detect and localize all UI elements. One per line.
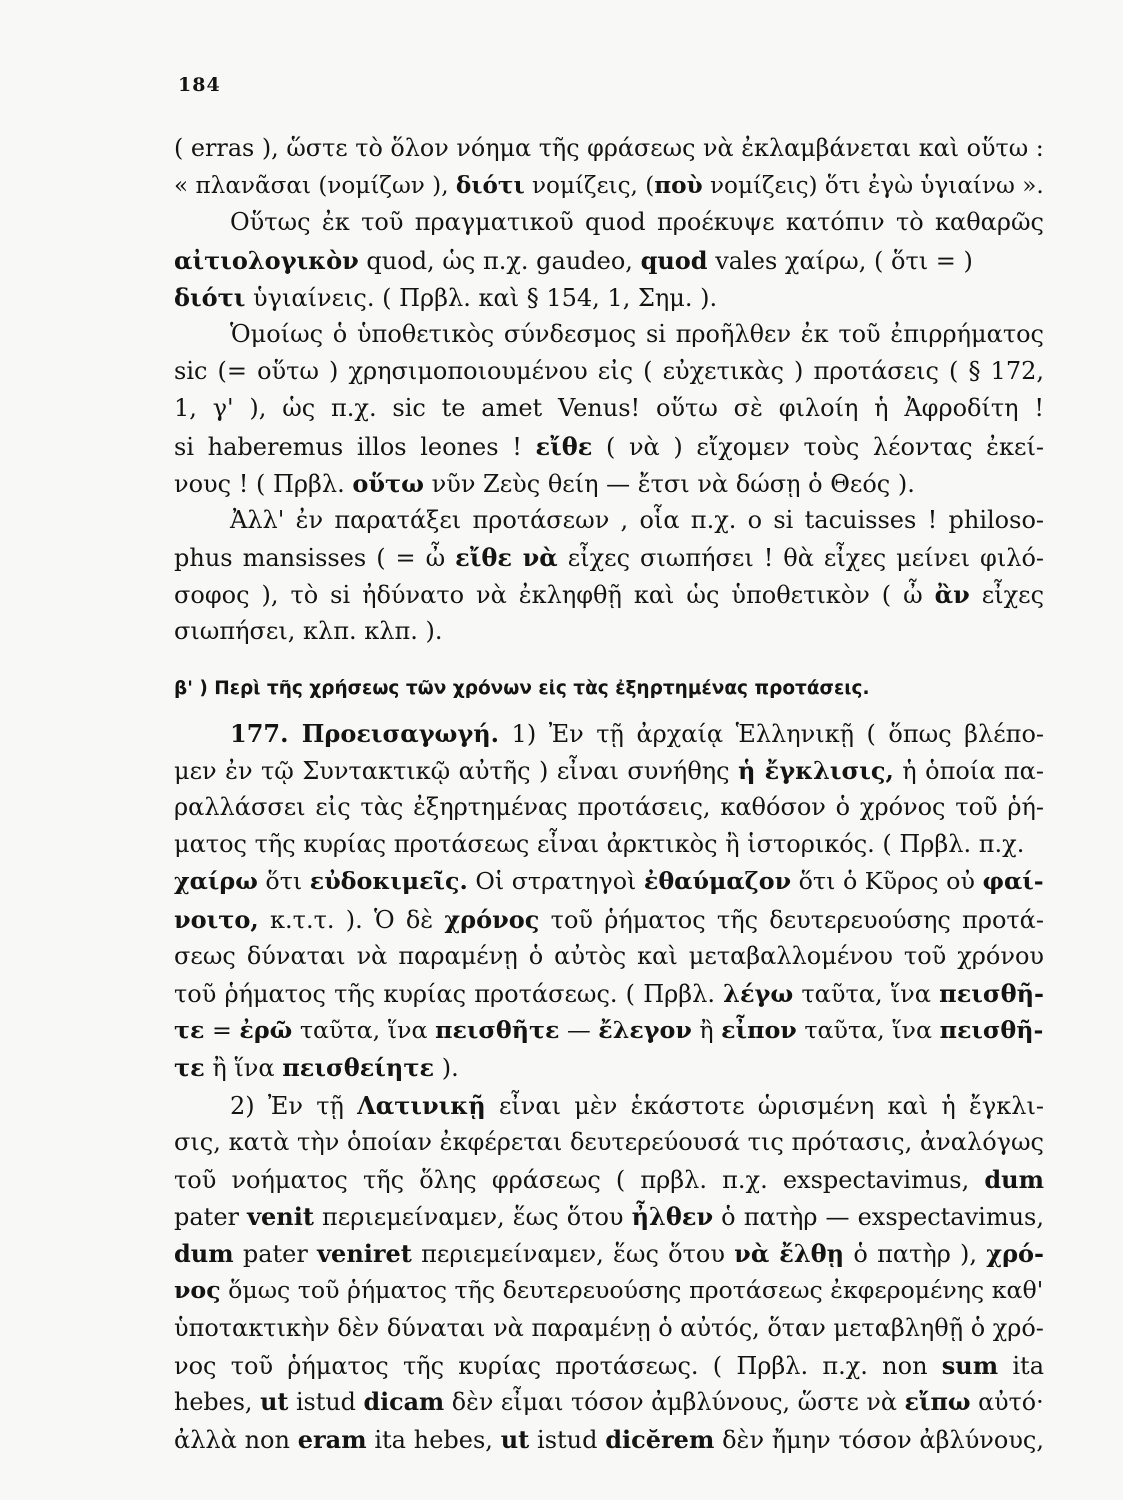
text-run: αὐτό· xyxy=(970,1388,1044,1416)
text-line xyxy=(174,1198,1044,1235)
text-run: τοῦ ῥήματος τῆς κυρίας προτάσεως. ( Πρβλ. xyxy=(174,979,724,1008)
bold-term: dum xyxy=(174,1239,234,1269)
text-run: ραλλάσσει εἰς τὰς ἐξηρτημένας προτάσεις, καθόσον ὁ χρόνος τοῦ ῥή- xyxy=(174,793,1044,821)
text-run: sic (= οὕτω ) χρησιμοποιουμένου εἰς ( εὐχετικὰς ) προτάσεις ( § 172, xyxy=(174,357,1044,386)
bold-term: Λατινικῇ xyxy=(357,1090,486,1120)
bold-term: ἦλθεν xyxy=(631,1202,714,1232)
text-run: ( νὰ ) εἴχομεν τοὺς λέοντας ἐκεί- xyxy=(592,432,1044,461)
text-run: ὁ πατὴρ ), xyxy=(844,1240,987,1269)
text-line xyxy=(174,1012,1044,1049)
bold-term: veniret xyxy=(317,1239,412,1269)
text-run: ita hebes, xyxy=(366,1426,501,1455)
text-run: istud xyxy=(288,1388,364,1416)
text-line xyxy=(174,715,1044,752)
text-run: pater xyxy=(233,1240,318,1269)
text-run: ἢ xyxy=(691,1016,722,1045)
text-line xyxy=(174,1124,1044,1161)
text-run: = xyxy=(204,1016,240,1045)
text-line xyxy=(174,316,1044,353)
text-run: « πλανᾶσαι (νομίζων ), xyxy=(174,173,456,200)
text-run: σις, κατὰ τὴν ὁποίαν ἐκφέρεται δευτερεύουσά τις πρότασις, ἀναλόγως xyxy=(174,1127,1044,1156)
page-number: 184 xyxy=(178,74,221,96)
text-line xyxy=(174,167,1044,204)
text-run: νος τοῦ ῥήματος τῆς κυρίας προτάσεως. ( Πρβλ. π.χ. non xyxy=(174,1351,942,1380)
text-line xyxy=(174,428,1044,465)
bold-term: νὰ ἔλθῃ xyxy=(734,1239,845,1269)
bold-term: τε xyxy=(174,1053,205,1083)
section-heading xyxy=(174,667,1044,711)
bold-term: εὐδοκιμεῖς. xyxy=(309,867,468,896)
text-run: — xyxy=(559,1016,599,1045)
text-run: pater xyxy=(174,1203,248,1232)
text-run: Οἱ στρατηγοὶ xyxy=(467,867,644,896)
text-run: ματος τῆς κυρίας προτάσεως εἶναι ἀρκτικὸς ἢ ἱστορικός. ( Πρβλ. π.χ. xyxy=(174,830,1025,859)
text-run: περιεμείναμεν, ἕως ὅτου xyxy=(411,1240,735,1269)
bold-term: πεισθείητε xyxy=(282,1053,435,1083)
text-run: 1, γ' ), ὡς π.χ. sic te amet Venus! οὕτω σὲ φιλοίη ἡ Ἀφροδίτη ! xyxy=(174,394,1044,423)
bold-term: αἰτιολογικὸν xyxy=(174,245,359,275)
text-run: si haberemus illos leones ! xyxy=(174,432,536,461)
text-run: τοῦ νοήματος τῆς ὅλης φράσεως ( πρβλ. π.χ. exspectavimus, xyxy=(174,1165,985,1194)
bold-term: dicam xyxy=(363,1388,445,1416)
text-line xyxy=(174,1272,1044,1309)
text-run: ὅμως τοῦ ῥήματος τῆς δευτερευούσης προτάσεως ἐκφερομένης καθ' xyxy=(220,1276,1044,1305)
text-line xyxy=(174,1235,1044,1272)
bold-term: λέγω xyxy=(723,978,794,1008)
text-run: ὑγιαίνεις. ( Πρβλ. καὶ § 154, 1, Σημ. ). xyxy=(245,283,718,312)
text-run: εἶχες xyxy=(969,581,1044,610)
bold-term: χρόνος xyxy=(444,904,540,934)
bold-term: quod xyxy=(640,245,708,275)
bold-term: διότι xyxy=(174,282,246,312)
text-line xyxy=(174,576,1044,613)
bold-term: β' ) Περὶ τῆς χρήσεως τῶν χρόνων εἰς τὰς ἐξηρτημένας προτάσεις. xyxy=(174,677,870,699)
text-line xyxy=(174,465,1044,502)
bold-term: ut xyxy=(500,1425,530,1455)
text-run: 2) Ἐν τῇ xyxy=(230,1091,358,1120)
text-run: ἢ ἵνα xyxy=(204,1054,283,1083)
body-text xyxy=(174,130,1044,1458)
text-line xyxy=(174,242,1044,279)
text-run: ἡ ὁποία πα- xyxy=(893,756,1044,785)
text-run: 1) Ἐν τῇ ἀρχαίᾳ Ἑλληνικῇ ( ὅπως βλέπο- xyxy=(499,719,1044,748)
text-run: phus mansisses ( = ὦ xyxy=(174,544,456,573)
text-run: σεως δύναται νὰ παραμένῃ ὁ αὐτὸς καὶ μεταβαλλομένου τοῦ χρόνου xyxy=(174,941,1044,970)
text-run: ita xyxy=(998,1351,1044,1380)
bold-term: dum xyxy=(984,1164,1044,1194)
text-line xyxy=(174,1087,1044,1124)
bold-term: τε xyxy=(174,1016,205,1045)
bold-term: ἔλεγον xyxy=(598,1016,692,1045)
text-run: ταῦτα, ἵνα xyxy=(292,1016,436,1045)
text-line xyxy=(174,1384,1044,1421)
text-run: Οὕτως ἐκ τοῦ πραγματικοῦ quod προέκυψε κατόπιν τὸ καθαρῶς xyxy=(230,208,1044,237)
text-run: δὲν εἶμαι τόσον ἀμβλύνους, ὥστε νὰ xyxy=(444,1388,905,1416)
text-line xyxy=(174,1161,1044,1198)
text-run: κ.τ.τ. ). Ὁ δὲ xyxy=(258,905,445,934)
text-line xyxy=(174,789,1044,826)
text-run: δὲν ἤμην τόσον ἀβλύνους, xyxy=(714,1426,1044,1455)
text-line xyxy=(174,539,1044,576)
text-run: ( erras ), ὥστε τὸ ὅλον νόημα τῆς φράσεως νὰ ἐκλαμβάνεται καὶ οὕτω : xyxy=(174,134,1044,162)
text-run: ταῦτα, ἵνα xyxy=(796,1016,940,1045)
text-line xyxy=(174,901,1044,938)
text-run: εἶχες σιωπήσει ! θὰ εἶχες μείνει φιλό- xyxy=(557,544,1044,573)
bold-term: πεισθῆ- xyxy=(939,1016,1044,1045)
text-line xyxy=(174,826,1044,863)
bold-term: sum xyxy=(941,1350,999,1380)
bold-term: εἴθε νὰ xyxy=(455,543,558,573)
text-line xyxy=(174,938,1044,975)
text-run: ὁ πατὴρ — exspectavimus, xyxy=(713,1203,1044,1232)
text-line xyxy=(174,752,1044,789)
bold-term: eram xyxy=(297,1425,367,1455)
text-line xyxy=(174,613,1044,650)
text-run: περιεμείναμεν, ἕως ὅτου xyxy=(313,1203,632,1232)
text-run: ὅτι ὁ Κῦρος οὐ xyxy=(791,867,983,896)
text-run: hebes, xyxy=(174,1388,261,1416)
text-run: μεν ἐν τῷ Συντακτικῷ αὐτῆς ) εἶναι συνήθης xyxy=(174,756,739,785)
text-line xyxy=(174,1347,1044,1384)
text-run: τοῦ ῥήματος τῆς δευτερευούσης προτά- xyxy=(539,905,1044,934)
bold-term: χαίρω xyxy=(174,867,258,896)
text-line xyxy=(174,863,1044,900)
text-run: νομίζεις) ὅτι ἐγὼ ὑγιαίνω ». xyxy=(702,173,1044,200)
text-run: ὅτι xyxy=(257,867,310,896)
text-line xyxy=(174,353,1044,390)
bold-term: διότι xyxy=(455,172,525,200)
bold-term: πεισθῆ- xyxy=(939,978,1044,1008)
text-line xyxy=(174,279,1044,316)
text-run: Ὁμοίως ὁ ὑποθετικὸς σύνδεσμος si προῆλθεν ἐκ τοῦ ἐπιρρήματος xyxy=(230,319,1044,348)
bold-term: νος xyxy=(174,1276,221,1305)
bold-term: 177. Προεισαγωγή. xyxy=(230,718,500,748)
bold-term: χρό- xyxy=(986,1239,1044,1269)
text-line xyxy=(174,1049,1044,1086)
text-run: σιωπήσει, κλπ. κλπ. ). xyxy=(174,617,443,646)
text-run: ὑποτακτικὴν δὲν δύναται νὰ παραμένῃ ὁ αὐτός, ὅταν μεταβληθῇ ὁ χρό- xyxy=(174,1313,1044,1342)
bold-term: dicĕrem xyxy=(605,1425,715,1455)
bold-term: εἴθε xyxy=(535,431,593,461)
text-run: σοφος ), τὸ si ἠδύνατο νὰ ἐκληφθῇ καὶ ὡς ὑποθετικὸν ( ὦ xyxy=(174,581,935,610)
text-run: Ἀλλ' ἐν παρατάξει προτάσεων , οἷα π.χ. o si tacuisses ! philoso- xyxy=(230,505,1044,534)
text-line xyxy=(174,130,1044,167)
bold-term: ἂν xyxy=(934,580,970,610)
bold-term: ἐρῶ xyxy=(239,1016,293,1045)
text-run: istud xyxy=(529,1426,606,1455)
text-line xyxy=(174,502,1044,539)
text-run: quod, ὡς π.χ. gaudeo, xyxy=(358,246,641,275)
text-line xyxy=(174,1310,1044,1347)
bold-term: οὕτω xyxy=(352,468,425,498)
text-run: ἀλλὰ non xyxy=(174,1426,298,1455)
bold-term: φαί- xyxy=(982,867,1044,896)
text-run: νους ! ( Πρβλ. xyxy=(174,469,353,498)
bold-term: venit xyxy=(247,1202,314,1232)
bold-term: ποὺ xyxy=(654,172,703,200)
text-run: νομίζεις, ( xyxy=(524,173,655,200)
text-line xyxy=(174,1421,1044,1458)
bold-term: εἶπον xyxy=(721,1016,797,1045)
bold-term: ut xyxy=(260,1388,289,1416)
text-run: νῦν Ζεὺς θείη — ἔτσι νὰ δώσῃ ὁ Θεός ). xyxy=(424,469,915,498)
text-run: ταῦτα, ἵνα xyxy=(793,979,940,1008)
bold-term: ἐθαύμαζον xyxy=(643,867,792,896)
bold-term: πεισθῆτε xyxy=(435,1016,560,1045)
text-line xyxy=(174,390,1044,427)
bold-term: ἡ ἔγκλισις, xyxy=(738,755,894,785)
bold-term: νοιτο, xyxy=(174,904,259,934)
text-run: vales χαίρω, ( ὅτι = ) xyxy=(707,246,973,275)
text-line xyxy=(174,975,1044,1012)
text-run: εἶναι μὲν ἑκάστοτε ὡρισμένη καὶ ἡ ἔγκλι- xyxy=(485,1091,1044,1120)
text-line xyxy=(174,204,1044,241)
text-run: ). xyxy=(434,1054,459,1083)
bold-term: εἴπω xyxy=(904,1388,971,1416)
